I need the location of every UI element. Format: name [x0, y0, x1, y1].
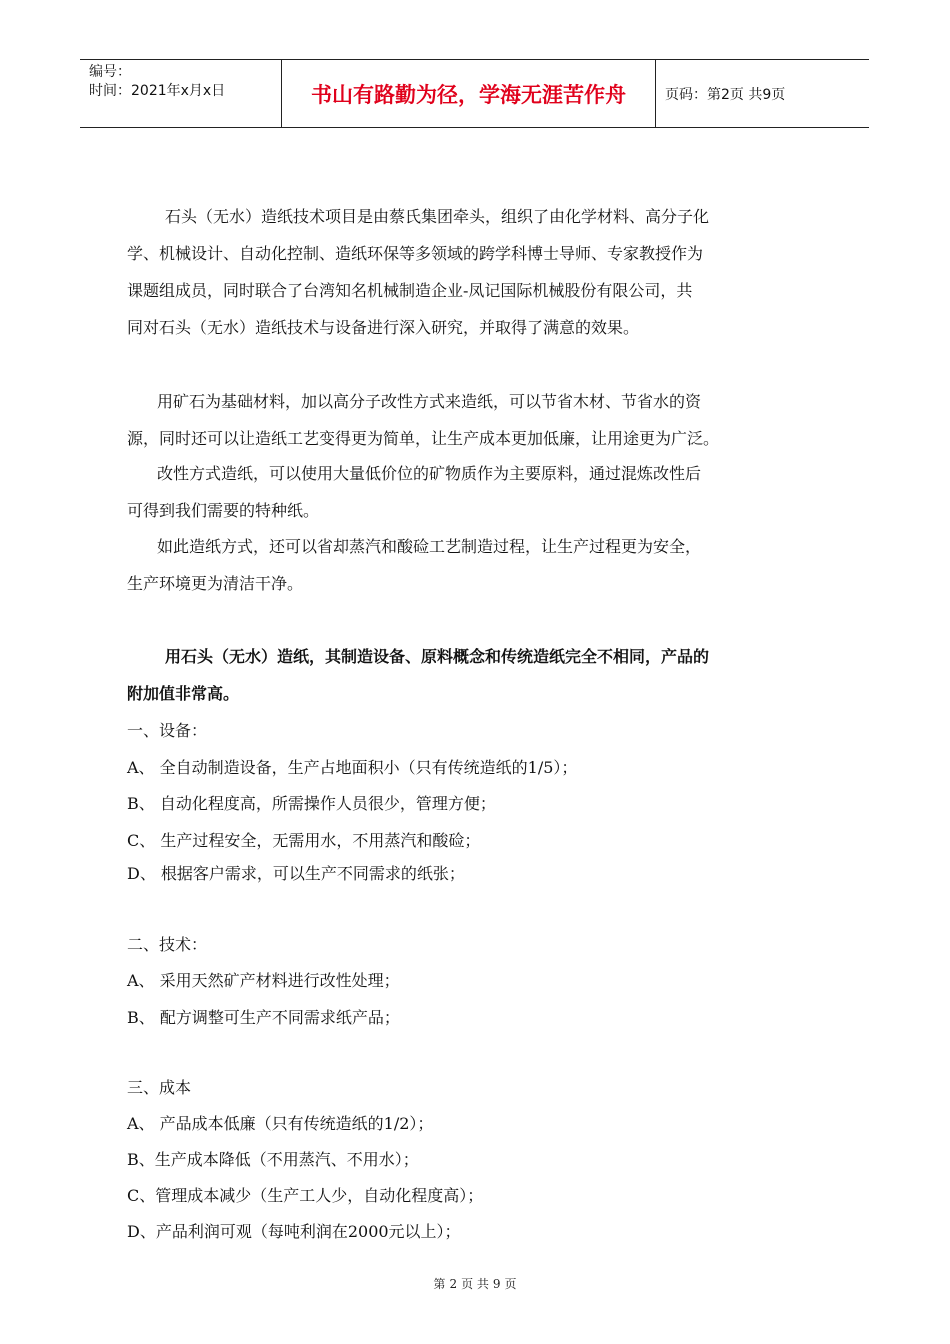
- time-label: 时间：2021年x月x日: [89, 83, 226, 99]
- paragraph-line-bold: 附加值非常高。: [127, 684, 240, 703]
- list-item: B、生产成本降低（不用蒸汽、不用水）；: [127, 1150, 419, 1169]
- section-title-equipment: 一、设备：: [127, 721, 208, 740]
- paragraph-line: 源，同时还可以让造纸工艺变得更为简单，让生产成本更加低廉，让用途更为广泛。: [127, 429, 720, 448]
- page-footer: [0, 1275, 950, 1292]
- list-item: A、 采用天然矿产材料进行改性处理；: [127, 971, 400, 990]
- paragraph-line: 石头（无水）造纸技术项目是由蔡氏集团牵头，组织了由化学材料、高分子化: [165, 207, 710, 226]
- paragraph-line: 学、机械设计、自动化控制、造纸环保等多领域的跨学科博士导师、专家教授作为: [127, 244, 704, 263]
- paragraph-line-bold: 用石头（无水）造纸，其制造设备、原料概念和传统造纸完全不相同，产品的: [165, 647, 710, 666]
- section-title-cost: 三、成本: [127, 1078, 192, 1097]
- footer-middle: 页 共: [461, 1277, 489, 1291]
- paragraph-line: 生产环境更为清洁干净。: [127, 574, 304, 593]
- list-item: C、 生产过程安全，无需用水，不用蒸汽和酸硷；: [127, 831, 481, 850]
- page-header: [80, 59, 869, 128]
- paragraph-line: 课题组成员，同时联合了台湾知名机械制造企业-凤记国际机械股份有限公司，共: [127, 281, 693, 300]
- paragraph-line: 可得到我们需要的特种纸。: [127, 501, 320, 520]
- footer-current-page: 2: [449, 1277, 458, 1291]
- paragraph-line: 用矿石为基础材料，加以高分子改性方式来造纸，可以节省木材、节省水的资: [157, 392, 702, 411]
- section-title-technology: 二、技术：: [127, 935, 208, 954]
- list-item: A、 全自动制造设备，生产占地面积小（只有传统造纸的1/5）；: [127, 758, 578, 777]
- header-page-info: 页码：第2页 共9页: [665, 86, 786, 103]
- header-motto: 书山有路勤为径，学海无涯苦作舟: [282, 60, 656, 127]
- code-label: 编号：: [89, 64, 131, 80]
- paragraph-line: 改性方式造纸，可以使用大量低价位的矿物质作为主要原料，通过混炼改性后: [157, 464, 702, 483]
- footer-total-pages: 9: [492, 1277, 501, 1291]
- list-item: D、产品利润可观（每吨利润在2000元以上）；: [127, 1222, 461, 1241]
- list-item: A、 产品成本低廉（只有传统造纸的1/2）；: [127, 1114, 434, 1133]
- paragraph-line: 同对石头（无水）造纸技术与设备进行深入研究，并取得了满意的效果。: [127, 318, 640, 337]
- footer-prefix: 第: [433, 1277, 446, 1291]
- paragraph-line: 如此造纸方式，还可以省却蒸汽和酸硷工艺制造过程，让生产过程更为安全，: [157, 537, 702, 556]
- list-item: D、 根据客户需求，可以生产不同需求的纸张；: [127, 864, 465, 883]
- list-item: B、 自动化程度高，所需操作人员很少，管理方便；: [127, 794, 496, 813]
- footer-suffix: 页: [504, 1277, 517, 1291]
- header-meta: [80, 60, 282, 127]
- list-item: B、 配方调整可生产不同需求纸产品；: [127, 1008, 400, 1027]
- list-item: C、管理成本减少（生产工人少，自动化程度高）；: [127, 1186, 484, 1205]
